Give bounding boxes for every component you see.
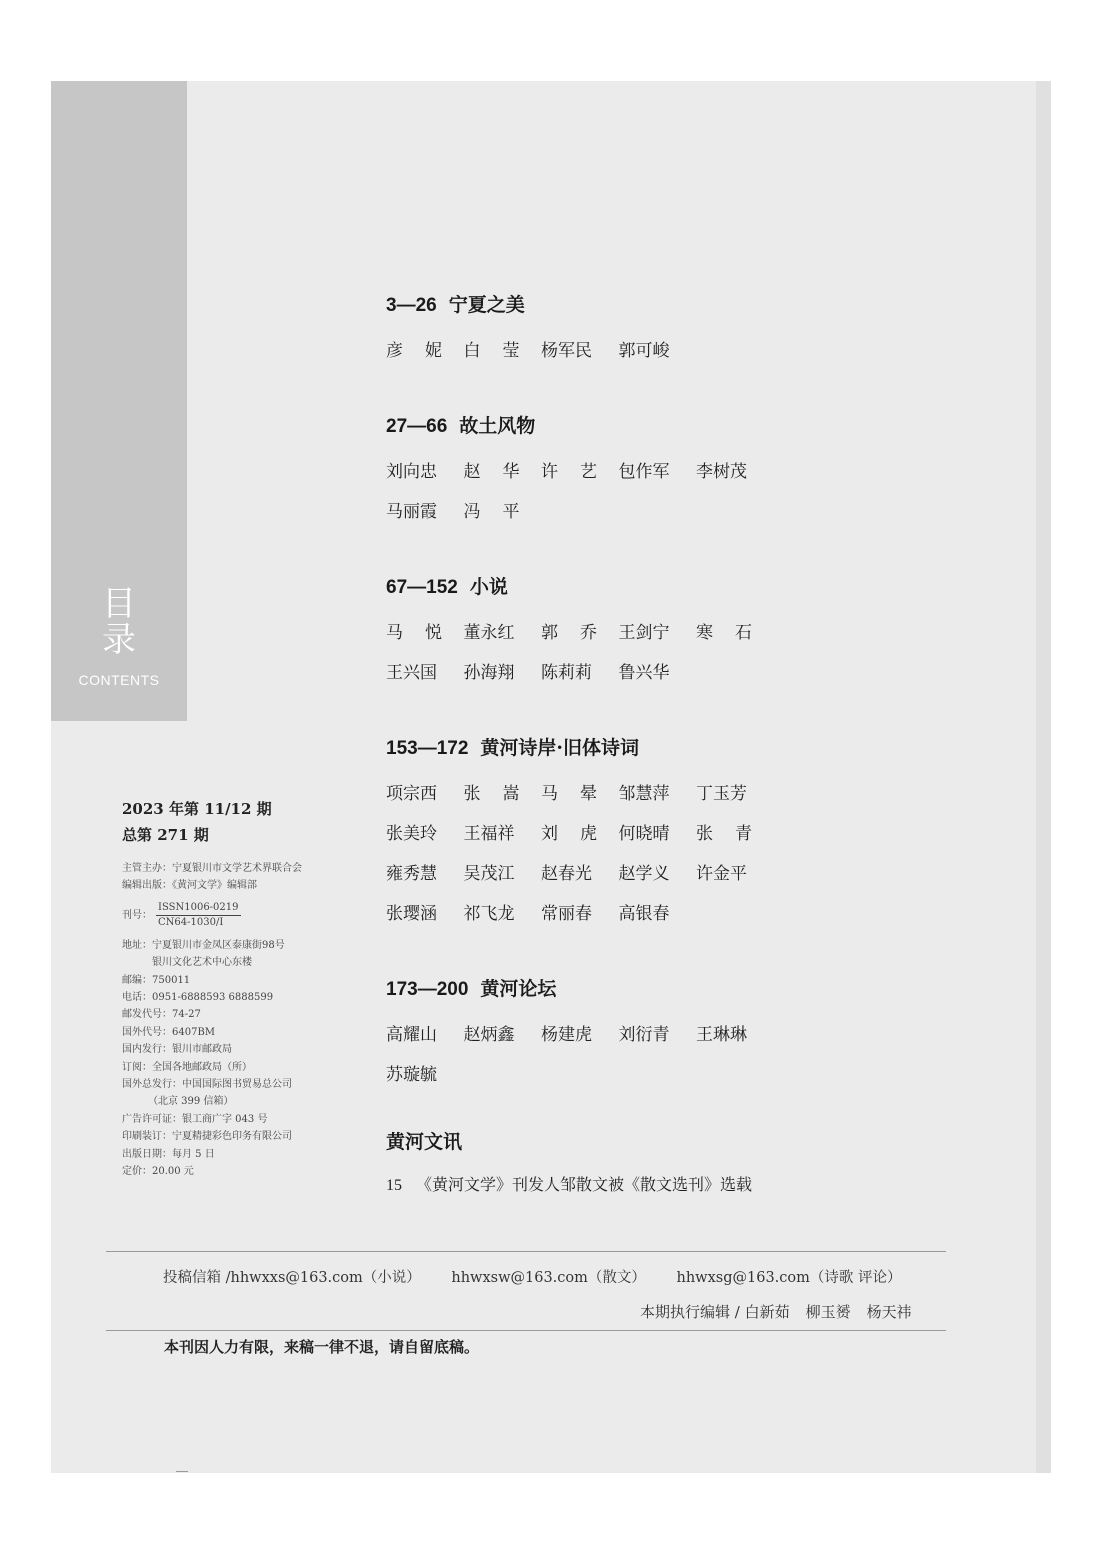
author-name: 丁玉芳 [696, 784, 747, 804]
author-name: 王琳琳 [696, 1025, 747, 1045]
author-name: 邹慧萍 [618, 784, 670, 804]
pub-postcode: 邮编：750011 [122, 974, 191, 986]
page-edge [1036, 81, 1051, 1473]
toc-section [386, 290, 946, 371]
pub-ad-license: 广告许可证：银工商广字 043 号 [122, 1113, 268, 1125]
pub-price: 定价：20.00 元 [122, 1166, 194, 1178]
author-list [386, 774, 786, 934]
author-name: 赵春光 [541, 864, 592, 884]
author-list [386, 452, 786, 532]
email-poetry[interactable]: hhwxsg@163.com（诗歌 评论） [676, 1270, 902, 1286]
author-name: 郭乔 [541, 623, 619, 643]
footer-divider-top [106, 1251, 946, 1252]
pub-publisher: 编辑出版：《黄河文学》编辑部 [122, 880, 257, 892]
contents-english-label: CONTENTS [78, 672, 160, 688]
author-name: 刘衍青 [618, 1025, 670, 1045]
author-name: 赵学义 [618, 864, 670, 884]
author-name: 吴茂江 [463, 864, 515, 884]
section-heading[interactable] [386, 290, 946, 321]
section-pages: 67—152 [386, 577, 458, 598]
author-name: 王剑宁 [618, 623, 670, 643]
pub-phone: 电话：0951-6888593 6888599 [122, 992, 274, 1004]
toc-section-news [386, 1127, 946, 1204]
author-name: 许金平 [696, 864, 747, 884]
author-name: 孙海翔 [463, 663, 515, 683]
pub-cn: CN64-1030/I [158, 917, 224, 929]
section-title: 黄河论坛 [480, 978, 557, 1000]
author-name: 张青 [696, 824, 774, 844]
pub-foreign-dist-2: （北京 399 信箱） [148, 1096, 234, 1108]
author-name: 马晕 [541, 784, 619, 804]
pub-subscribe: 订阅：全国各地邮政局（所） [122, 1061, 252, 1073]
pub-sponsor: 主管主办：宁夏银川市文学艺术界联合会 [122, 863, 302, 874]
pub-issn-fraction [156, 901, 241, 930]
issue-info [122, 796, 272, 848]
author-name: 赵炳鑫 [463, 1025, 515, 1045]
toc-section [386, 411, 946, 532]
news-entry[interactable] [386, 1167, 946, 1204]
section-title: 小说 [469, 576, 508, 598]
pub-issn: ISSN1006-0219 [156, 901, 241, 916]
author-name: 李树茂 [696, 462, 747, 482]
author-name: 许艺 [541, 462, 619, 482]
pub-address: 地址：宁夏银川市金凤区泰康街98号 [122, 939, 285, 951]
section-heading[interactable] [386, 974, 946, 1005]
author-name: 祁飞龙 [463, 904, 515, 924]
author-name: 马悦 [386, 623, 464, 643]
submission-notice: 本刊因人力有限，来稿一律不退，请自留底稿。 [164, 1338, 480, 1356]
section-heading[interactable] [386, 411, 946, 442]
author-name: 鲁兴华 [618, 663, 670, 683]
author-name: 寒石 [696, 623, 774, 643]
submission-emails [163, 1266, 927, 1287]
author-name: 马丽霞 [386, 502, 437, 522]
footer-divider-bottom [106, 1330, 946, 1331]
page-foot-mark [176, 1471, 188, 1472]
editor-name: 杨天祎 [866, 1303, 912, 1321]
author-name: 王兴国 [386, 663, 437, 683]
pub-foreign-code: 国外代号：6407BM [122, 1026, 216, 1038]
section-heading[interactable] [386, 572, 946, 603]
news-page: 15 [386, 1177, 402, 1194]
author-name: 冯平 [463, 502, 542, 522]
author-name: 雍秀慧 [386, 864, 437, 884]
toc-section [386, 572, 946, 693]
contents-title-char-1: 目 [102, 584, 136, 624]
pub-issn-block [122, 897, 302, 935]
author-name: 赵华 [463, 462, 542, 482]
author-name: 刘向忠 [386, 462, 437, 482]
author-name: 王福祥 [463, 824, 515, 844]
author-name: 刘虎 [541, 824, 619, 844]
author-name: 董永红 [463, 623, 515, 643]
publication-info [122, 860, 302, 1181]
section-title: 故土风物 [459, 415, 536, 437]
issue-editors [640, 1301, 912, 1322]
news-title: 黄河文讯 [386, 1131, 463, 1153]
table-of-contents [386, 290, 946, 1244]
author-name: 常丽春 [541, 904, 592, 924]
author-name: 张嵩 [463, 784, 542, 804]
author-list [386, 331, 786, 371]
contents-title [51, 586, 187, 658]
pub-mail-code: 邮发代号：74-27 [122, 1009, 201, 1021]
author-name: 白莹 [463, 341, 542, 361]
editor-name: 柳玉赟 [805, 1303, 851, 1321]
section-heading[interactable] [386, 733, 946, 764]
issue-total: 总第 271 期 [122, 826, 209, 844]
issue-number: 2023 年第 11/12 期 [122, 800, 272, 818]
author-name: 郭可峻 [618, 341, 670, 361]
section-title: 黄河诗岸·旧体诗词 [480, 737, 640, 759]
news-text: 《黄河文学》刊发人邹散文被《散文选刊》选载 [416, 1175, 753, 1194]
author-name: 张美玲 [386, 824, 437, 844]
email-prose[interactable]: hhwxsw@163.com（散文） [451, 1270, 646, 1286]
author-list [386, 1015, 786, 1095]
pub-date: 出版日期：每月 5 日 [122, 1148, 215, 1160]
author-list [386, 613, 786, 693]
pub-issn-label: 刊号： [122, 910, 152, 922]
section-pages: 27—66 [386, 416, 448, 437]
toc-section [386, 974, 946, 1095]
section-title: 宁夏之美 [448, 294, 525, 316]
section-pages: 3—26 [386, 295, 437, 316]
author-name: 高耀山 [386, 1025, 437, 1045]
pub-printing: 印刷装订：宁夏精捷彩色印务有限公司 [122, 1131, 292, 1143]
pub-address-2: 银川文化艺术中心东楼 [152, 957, 252, 969]
author-name: 何晓晴 [618, 824, 670, 844]
author-name: 彦妮 [386, 341, 464, 361]
author-name: 张璎涵 [386, 904, 437, 924]
author-name: 项宗西 [386, 784, 437, 804]
contents-title-char-2: 录 [102, 620, 136, 660]
section-pages: 153—172 [386, 738, 469, 759]
section-pages: 173—200 [386, 979, 469, 1000]
editors-label: 本期执行编辑 / 白新茹 [640, 1303, 790, 1321]
author-name: 陈莉莉 [541, 663, 592, 683]
author-name: 杨建虎 [541, 1025, 592, 1045]
author-name: 杨军民 [541, 341, 592, 361]
author-name: 包作军 [618, 462, 670, 482]
pub-foreign-dist: 国外总发行：中国国际图书贸易总公司 [122, 1079, 292, 1091]
pub-domestic-dist: 国内发行：银川市邮政局 [122, 1044, 232, 1056]
email-fiction[interactable]: 投稿信箱 /hhwxxs@163.com（小说） [163, 1270, 421, 1286]
author-name: 高银春 [618, 904, 670, 924]
author-name: 苏璇毓 [386, 1065, 437, 1085]
toc-section [386, 733, 946, 934]
